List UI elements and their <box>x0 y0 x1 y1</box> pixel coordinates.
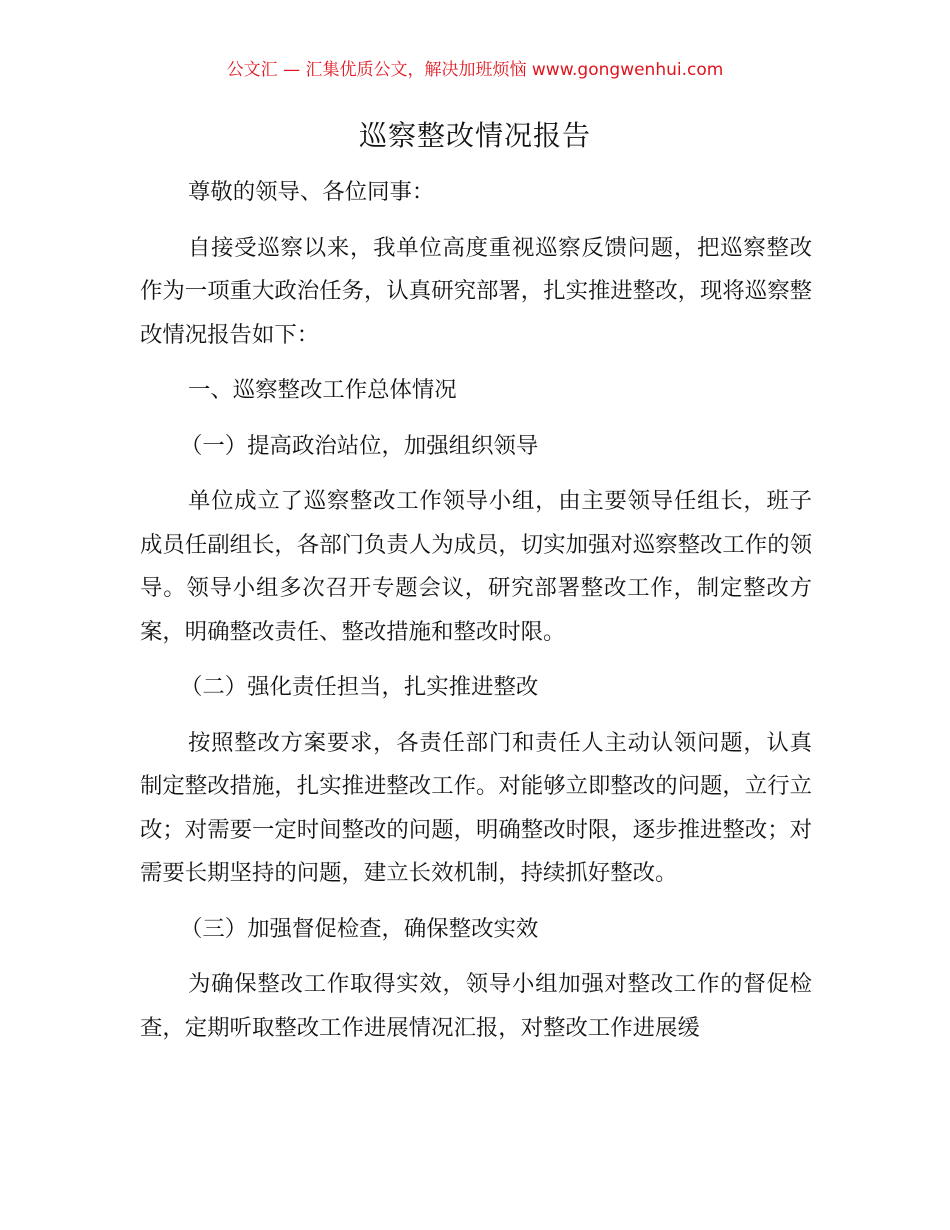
subsection-heading-3: （三）加强督促检查，确保整改实效 <box>180 915 539 942</box>
subsection-heading-2: （二）强化责任担当，扎实推进整改 <box>180 674 539 700</box>
subsection-heading-1: （一）提高政治站位，加强组织领导 <box>180 432 539 459</box>
subsection-paragraph-1: 单位成立了巡察整改工作领导小组，由主要领导任组长，班子成员任副组长，各部门负责人为成员，切实加强对巡察整改工作的领导。领导小组多次召开专题会议，研究部署整改工作，制定整改方案，明确整改责任、整改措施和整改时限。 <box>140 488 812 645</box>
subsection-paragraph-3: 为确保整改工作取得实效，领导小组加强对整改工作的督促检查，定期听取整改工作进展情况汇报，对整改工作进展缓 <box>140 971 812 1041</box>
section-heading-1: 一、巡察整改工作总体情况 <box>188 377 457 403</box>
document-title: 巡察整改情况报告 <box>358 119 591 152</box>
greeting: 尊敬的领导、各位同事： <box>188 179 435 205</box>
site-banner: 公文汇 — 汇集优质公文，解决加班烦恼 www.gongwenhui.com <box>226 60 724 80</box>
intro-paragraph: 自接受巡察以来，我单位高度重视巡察反馈问题，把巡察整改作为一项重大政治任务，认真研究部署，扎实推进整改，现将巡察整改情况报告如下： <box>140 234 812 348</box>
document-body <box>140 171 812 1062</box>
subsection-paragraph-2: 按照整改方案要求，各责任部门和责任人主动认领问题，认真制定整改措施，扎实推进整改工作。对能够立即整改的问题，立行立改；对需要一定时间整改的问题，明确整改时限，逐步推进整改；对需要长期坚持的问题，建立长效机制，持续抓好整改。 <box>140 729 812 886</box>
